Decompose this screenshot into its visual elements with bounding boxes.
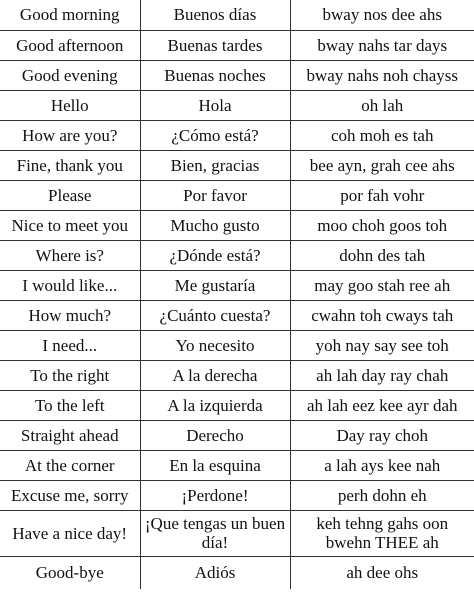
spanish-cell: ¡Que tengas un buen día! [140,510,290,556]
english-cell: Straight ahead [0,420,140,450]
english-cell: How much? [0,300,140,330]
pronunciation-cell: Day ray choh [290,420,474,450]
pronunciation-cell: cwahn toh cways tah [290,300,474,330]
pronunciation-cell: bway nahs noh chayss [290,60,474,90]
english-cell: I need... [0,330,140,360]
table-row [0,150,474,180]
pronunciation-cell: may goo stah ree ah [290,270,474,300]
spanish-cell: A la derecha [140,360,290,390]
table-row [0,210,474,240]
english-cell: To the right [0,360,140,390]
table-row [0,0,474,30]
pronunciation-cell: ah lah eez kee ayr dah [290,390,474,420]
pronunciation-cell: ah dee ohs [290,556,474,589]
spanish-cell: Derecho [140,420,290,450]
pronunciation-cell: keh tehng gahs oon bwehn THEE ah [290,510,474,556]
pronunciation-cell: perh dohn eh [290,480,474,510]
pronunciation-cell: por fah vohr [290,180,474,210]
pronunciation-cell: yoh nay say see toh [290,330,474,360]
table-row [0,180,474,210]
pronunciation-cell: bway nos dee ahs [290,0,474,30]
spanish-cell: Buenos días [140,0,290,30]
english-cell: Where is? [0,240,140,270]
spanish-cell: Yo necesito [140,330,290,360]
table-row [0,420,474,450]
english-cell: How are you? [0,120,140,150]
english-cell: I would like... [0,270,140,300]
english-cell: Good morning [0,0,140,30]
spanish-cell: Adiós [140,556,290,589]
table-row [0,240,474,270]
spanish-cell: ¡Perdone! [140,480,290,510]
english-cell: Have a nice day! [0,510,140,556]
english-cell: Good evening [0,60,140,90]
spanish-cell: ¿Dónde está? [140,240,290,270]
pronunciation-cell: coh moh es tah [290,120,474,150]
table-row [0,510,474,556]
pronunciation-cell: bway nahs tar days [290,30,474,60]
english-cell: Nice to meet you [0,210,140,240]
table-row [0,480,474,510]
english-cell: Hello [0,90,140,120]
pronunciation-cell: moo choh goos toh [290,210,474,240]
spanish-cell: Mucho gusto [140,210,290,240]
english-cell: Good afternoon [0,30,140,60]
table-row [0,90,474,120]
spanish-cell: Buenas tardes [140,30,290,60]
spanish-cell: A la izquierda [140,390,290,420]
table-row [0,360,474,390]
table-row [0,330,474,360]
table-row [0,60,474,90]
pronunciation-cell: dohn des tah [290,240,474,270]
english-cell: At the corner [0,450,140,480]
spanish-cell: ¿Cuánto cuesta? [140,300,290,330]
table-row [0,450,474,480]
table-row [0,556,474,589]
spanish-cell: ¿Cómo está? [140,120,290,150]
spanish-cell: Buenas noches [140,60,290,90]
english-cell: To the left [0,390,140,420]
spanish-cell: Por favor [140,180,290,210]
pronunciation-cell: bee ayn, grah cee ahs [290,150,474,180]
table-row [0,390,474,420]
spanish-cell: Me gustaría [140,270,290,300]
table-row [0,270,474,300]
pronunciation-cell: oh lah [290,90,474,120]
pronunciation-cell: a lah ays kee nah [290,450,474,480]
spanish-cell: En la esquina [140,450,290,480]
table-row [0,120,474,150]
english-cell: Good-bye [0,556,140,589]
table-row [0,30,474,60]
spanish-cell: Hola [140,90,290,120]
english-cell: Please [0,180,140,210]
table-row [0,300,474,330]
english-cell: Excuse me, sorry [0,480,140,510]
english-cell: Fine, thank you [0,150,140,180]
spanish-cell: Bien, gracias [140,150,290,180]
pronunciation-cell: ah lah day ray chah [290,360,474,390]
